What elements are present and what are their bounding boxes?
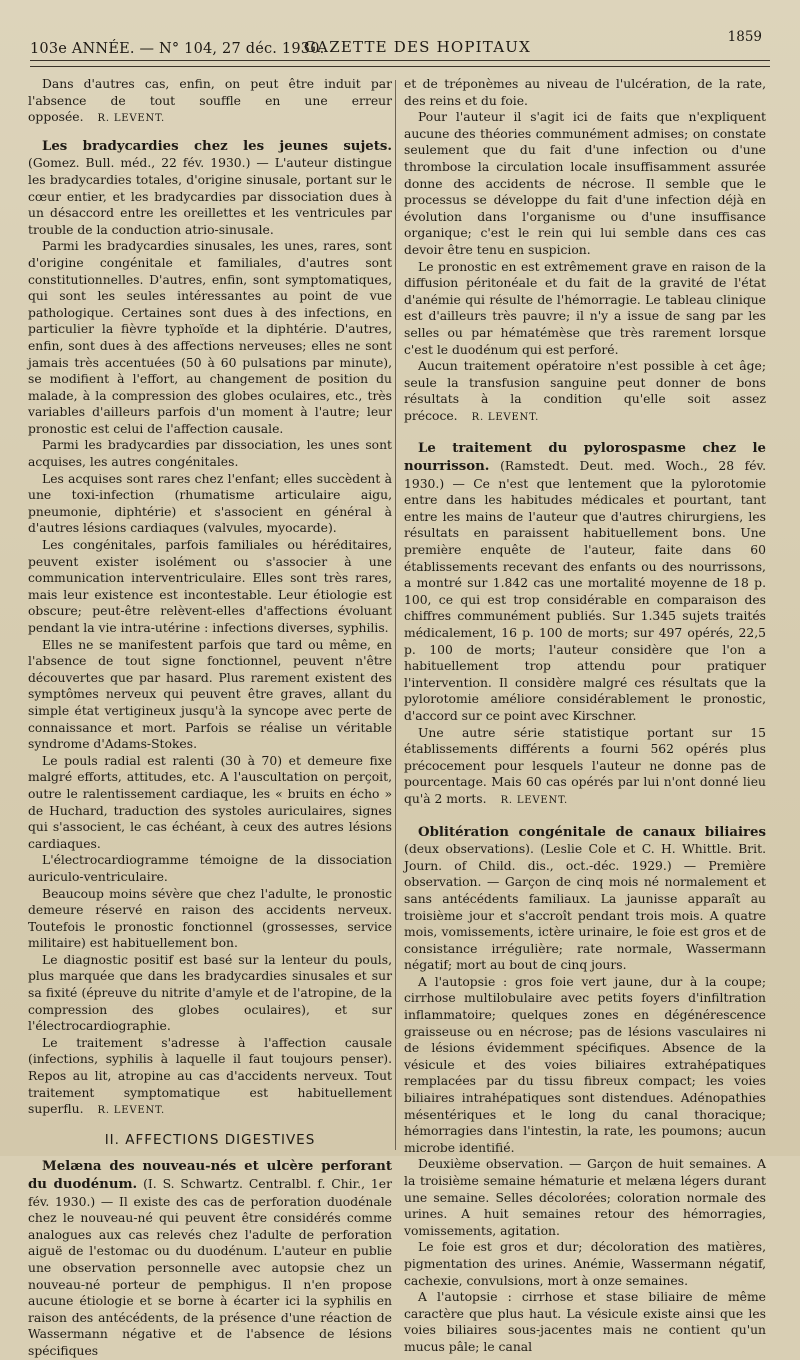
paragraph: Elles ne se manifestent parfois que tard ou même, en l'absence de tout signe fonctionnel, peuvent n'être découvertes que par hasard. Plus rarement existent des symptômes nerveux qui peuvent être graves, allant du simple état vertigineux jusqu'à la syncope avec perte de connaissance et mort. Parfois se réalise un véritable syndrome d'Adams-Stokes.: [28, 637, 392, 752]
page-number: 1859: [727, 29, 762, 45]
article-reference: (Ramstedt. Deut. med. Woch., 28 fév. 1930.) — Ce n'est que lentement que la pylorotomie entre dans les habitudes médicales et pourtant, tant entre les mains de l'auteur que d'autres chirurgiens, les résultats en paraissent habituellement bons. Une première enquête de l'auteur, faite dans 60 établissements recevant des enfants ou des nourrissons, a montré sur 1.842 cas une mortalité moyenne de 18 p. 100, ce qui est trop considérable en comparaison des chiffres communément publiés. Sur 1.345 sujets traités médicalement, 16 p. 100 de morts; sur 497 opérés, 22,5 p. 100 de morts; l'auteur considère que l'on a habituellement trop attendu pour pratiquer l'intervention. Il considère malgré ces résultats que la pylorotomie améliore considérablement le pronostic, d'accord sur ce point avec Kirschner.: [404, 459, 766, 723]
page-header: [26, 28, 768, 58]
left-column: [28, 76, 392, 1360]
article-signature: R. LEVENT.: [97, 113, 166, 125]
article-melaena-continued: [404, 76, 766, 426]
paragraph: et de tréponèmes au niveau de l'ulcération, de la rate, des reins et du foie.: [404, 77, 766, 108]
article-reference: (Gomez. Bull. méd., 22 fév. 1930.) — L'auteur distingue les bradycardies totales, d'origine sinusale, portant sur le cœur entier, et les bradycardies par dissociation dues à un désaccord entre les oreillettes et les ventricules par trouble de la conduction atrio-sinusale.: [28, 156, 392, 237]
article-signature: R. LEVENT.: [500, 794, 569, 806]
article-title: Oblitération congénitale de canaux biliaires: [418, 824, 766, 840]
paragraph: Aucun traitement opératoire n'est possible à cet âge; seule la transfusion sanguine peut donner de bons résultats à la condition qu'elle soit assez précoce. R. LEVENT.: [404, 359, 766, 423]
article-pylorospasme: [404, 440, 766, 809]
article-reference: (I. S. Schwartz. Centralbl. f. Chir., 1er fév. 1930.) — Il existe des cas de perforation duodénale chez le nouveau-né qui peuvent être considérés comme analogues aux cas relevés chez l'adulte de perforation aiguë de l'estomac ou du duodénum. L'auteur en publie une observation personnelle avec autopsie chez un nouveau-né porteur de pemphigus. Il n'en propose aucune étiologie et se borne à écarter ici la syphilis en raison des antécédents, de la présence d'une réaction de Wassermann négative et de l'absence de lésions spécifiques: [28, 1177, 392, 1358]
article-bradycardies: [28, 138, 392, 1120]
paragraph: Une autre série statistique portant sur 15 établissements différents a fourni 562 opérés plus précocement pour lesquels l'auteur ne donne pas de pourcentage. Mais 60 cas opérés par lui n'ont donné lieu qu'à 2 morts. R. LEVENT.: [404, 725, 766, 806]
header-rule-secondary: [30, 66, 770, 67]
article-lead: [404, 440, 766, 724]
article-title: Le traitement du pylorospasme chez le nourrisson.: [404, 441, 766, 475]
paragraph: A l'autopsie : cirrhose et stase biliaire de même caractère que plus haut. La vésicule existe ainsi que les voies biliaires sous-jacentes mais ne contient qu'un mucus pâle; le canal: [404, 1290, 766, 1354]
journal-title: GAZETTE DES HOPITAUX: [304, 38, 531, 56]
article-melaena: [28, 1158, 392, 1359]
article-lead: [404, 824, 766, 974]
paragraph: Le diagnostic positif est basé sur la lenteur du pouls, plus marquée que dans les bradycardies sinusales et sur sa fixité (épreuve du nitrite d'amyle et de l'atropine, de la compression des globes oculaires), et sur l'électrocardiographie.: [28, 952, 392, 1034]
paragraph: Beaucoup moins sévère que chez l'adulte, le pronostic demeure réservé en raison des accidents nerveux. Toutefois le pronostic fonctionnel (grossesses, service militaire) est habituellement bon.: [28, 886, 392, 951]
paragraph: Le pronostic en est extrêmement grave en raison de la diffusion péritonéale et du fait de la gravité de l'état d'anémie qui résulte de l'hémorragie. Le tableau clinique est d'ailleurs très pauvre; il n'y a issue de sang par les selles ou par hématémèse que très rarement lorsque c'est le duodénum qui est perforé.: [404, 259, 766, 357]
article-title: Melæna des nouveau-nés et ulcère perforant du duodénum.: [28, 1159, 392, 1192]
paragraph: Pour l'auteur il s'agit ici de faits que n'expliquent aucune des théories communément admises; on constate seulement que du fait d'une infection ou d'une thrombose la circulation locale insuffisamment assurée donne des accidents de nécrose. Il semble que le processus se développe du fait d'une infection déjà en évolution dans l'organisme ou d'une insuffisance organique; c'est le rein qui lui semble dans ces cas devoir être tenu en suspicion.: [404, 110, 766, 257]
article-signature: R. LEVENT.: [97, 1105, 165, 1117]
article-lead: [28, 138, 392, 239]
header-rule: [30, 60, 770, 61]
article-lead: [28, 1158, 392, 1359]
issue-info: 103e ANNÉE. — N° 104, 27 déc. 1930.: [30, 41, 325, 57]
paragraph: Parmi les bradycardies sinusales, les unes, rares, sont d'origine congénitale et familiales, d'autres sont constitutionnelles. D'autres, enfin, sont symptomatiques, qui sont les seules intéressantes au point de vue pathologique. Certaines sont dues à des infections, en particulier la fièvre typhoïde et la diphtérie. D'autres, enfin, sont dues à des affections nerveuses; elles ne sont jamais très accentuées (50 à 60 pulsations par minute), se modifient à l'effort, au changement de position du malade, à la compression des globes oculaires, etc., très variables d'ailleurs parfois d'un moment à l'autre; leur pronostic est celui de l'affection causale.: [28, 239, 392, 436]
opening-paragraph: Dans d'autres cas, enfin, on peut être induit par l'absence de tout souffle en une erreur opposée. R. LEVENT.: [28, 77, 392, 125]
paragraph: Les congénitales, parfois familiales ou héréditaires, peuvent exister isolément ou s'associer à une communication interventriculaire. Elles sont très rares, mais leur existence est incontestable. Leur étiologie est obscure; peut-être relèvent-elles d'affections évoluant pendant la vie intra-utérine : infections diverses, syphilis.: [28, 538, 392, 635]
section-heading: II. AFFECTIONS DIGESTIVES: [104, 1131, 316, 1148]
article-reference: (deux observations). (Leslie Cole et C. H. Whittle. Brit. Journ. of Child. dis., oct.-déc. 1929.) — Première observation. — Garçon de cinq mois né normalement et sans antécédents familiaux. La jaunisse apparaît au troisième jour et s'accroît pendant trois mois. A quatre mois, vomissements, ictère urinaire, le foie est gros et de consistance irrégulière; rate normale, Wassermann négatif; mort au bout de cinq jours.: [404, 842, 766, 973]
paragraph: Les acquises sont rares chez l'enfant; elles succèdent à une toxi-infection (rhumatisme articulaire aigu, pneumonie, diphtérie) et s'associent en général à d'autres lésions cardiaques (valvules, myocarde).: [28, 471, 392, 536]
paragraph: Le traitement s'adresse à l'affection causale (infections, syphilis à laquelle il faut toujours penser). Repos au lit, atropine au cas d'accidents nerveux. Tout traitement symptomatique est habituellement superflu. R. LEVENT.: [28, 1035, 392, 1117]
article-obliteration: [404, 824, 766, 1356]
paragraph: Le foie est gros et dur; décoloration des matières, pigmentation des urines. Anémie, Wassermann négatif, cachexie, convulsions, mort à onze semaines.: [404, 1240, 766, 1288]
paragraph: A l'autopsie : gros foie vert jaune, dur à la coupe; cirrhose multilobulaire avec petits foyers d'infiltration inflammatoire; quelques zones en dégénérescence graisseuse ou en nécrose; pas de lésions vasculaires ni de lésions évidemment spécifiques. Absence de la vésicule et des voies biliaires extrahépatiques remplacées par du tissu fibreux compact; les voies biliaires intrahépatiques sont distendues. Adénopathies mésentériques et le long du canal thoracique; hémorragies dans l'intestin, la rate, les poumons; aucun microbe identifié.: [404, 974, 766, 1155]
paragraph: Parmi les bradycardies par dissociation, les unes sont acquises, les autres congénitales.: [28, 438, 392, 470]
column-divider: [395, 80, 396, 1150]
article-opening: [28, 76, 392, 128]
right-column: [404, 76, 766, 1356]
paragraph: Deuxième observation. — Garçon de huit semaines. A la troisième semaine hématurie et melæna légers durant une semaine. Selles décolorées; coloration normale des urines. A huit semaines retour des hémorragies, vomissements, agitation.: [404, 1157, 766, 1238]
paragraph: Le pouls radial est ralenti (30 à 70) et demeure fixe malgré efforts, attitudes, etc. A l'auscultation on perçoit, outre le ralentissement cardiaque, les « bruits en écho » de Huchard, traduction des systoles auriculaires, signes qui s'associent, le cas échéant, à ceux des autres lésions cardiaques.: [28, 753, 392, 851]
paragraph: L'électrocardiogramme témoigne de la dissociation auriculo-ventriculaire.: [28, 853, 392, 884]
article-signature: R. LEVENT.: [471, 411, 540, 423]
article-title: Les bradycardies chez les jeunes sujets.: [42, 138, 392, 154]
